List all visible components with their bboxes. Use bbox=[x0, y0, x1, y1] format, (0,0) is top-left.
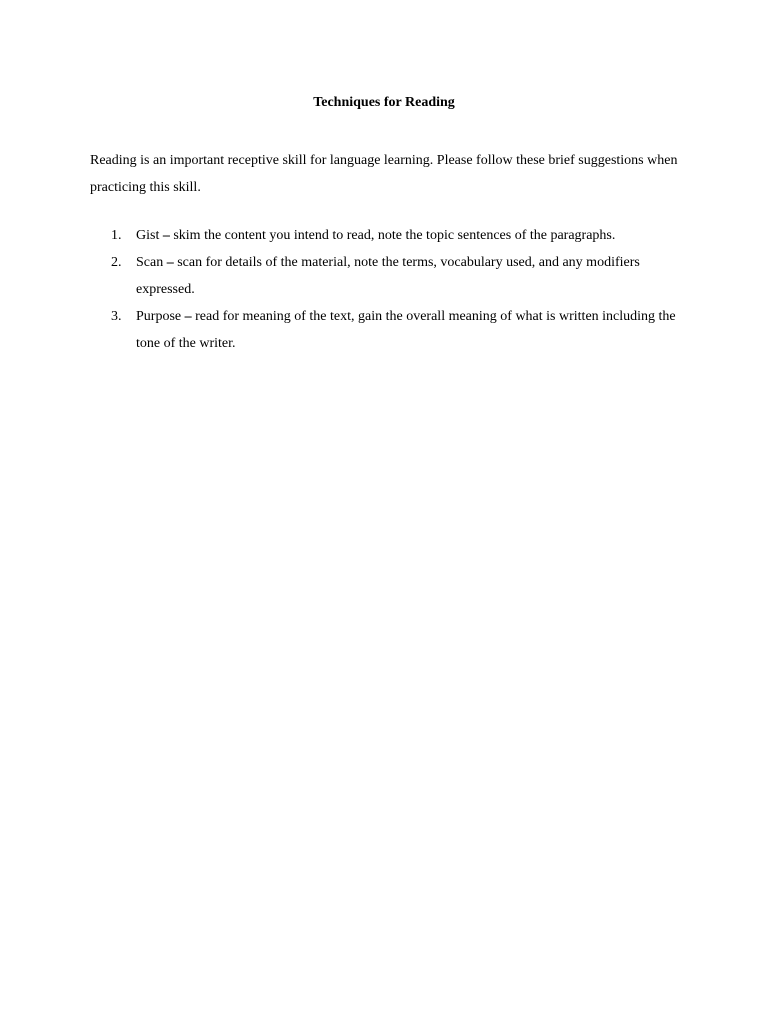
techniques-list bbox=[90, 222, 690, 357]
list-term: Purpose bbox=[136, 309, 182, 324]
list-number: 3. bbox=[111, 309, 122, 324]
list-dash: – bbox=[166, 255, 174, 270]
list-dash: – bbox=[162, 228, 170, 243]
list-number: 1. bbox=[111, 228, 122, 243]
list-dash: – bbox=[184, 309, 192, 324]
list-item-gist bbox=[90, 222, 690, 249]
list-term: Scan bbox=[136, 255, 164, 270]
list-text: read for meaning of the text, gain the overall meaning of what is written including the tone of the writer. bbox=[136, 309, 676, 351]
list-text: skim the content you intend to read, note the topic sentences of the paragraphs. bbox=[173, 228, 616, 243]
intro-paragraph: Reading is an important receptive skill for language learning. Please follow these brief suggestions when practicing this skill. bbox=[90, 153, 678, 195]
list-item-scan bbox=[90, 249, 690, 303]
list-number: 2. bbox=[111, 255, 122, 270]
page-title: Techniques for Reading bbox=[313, 95, 455, 110]
list-term: Gist bbox=[136, 228, 160, 243]
list-item-purpose bbox=[90, 303, 690, 357]
list-text: scan for details of the material, note the terms, vocabulary used, and any modifiers expressed. bbox=[136, 255, 640, 297]
